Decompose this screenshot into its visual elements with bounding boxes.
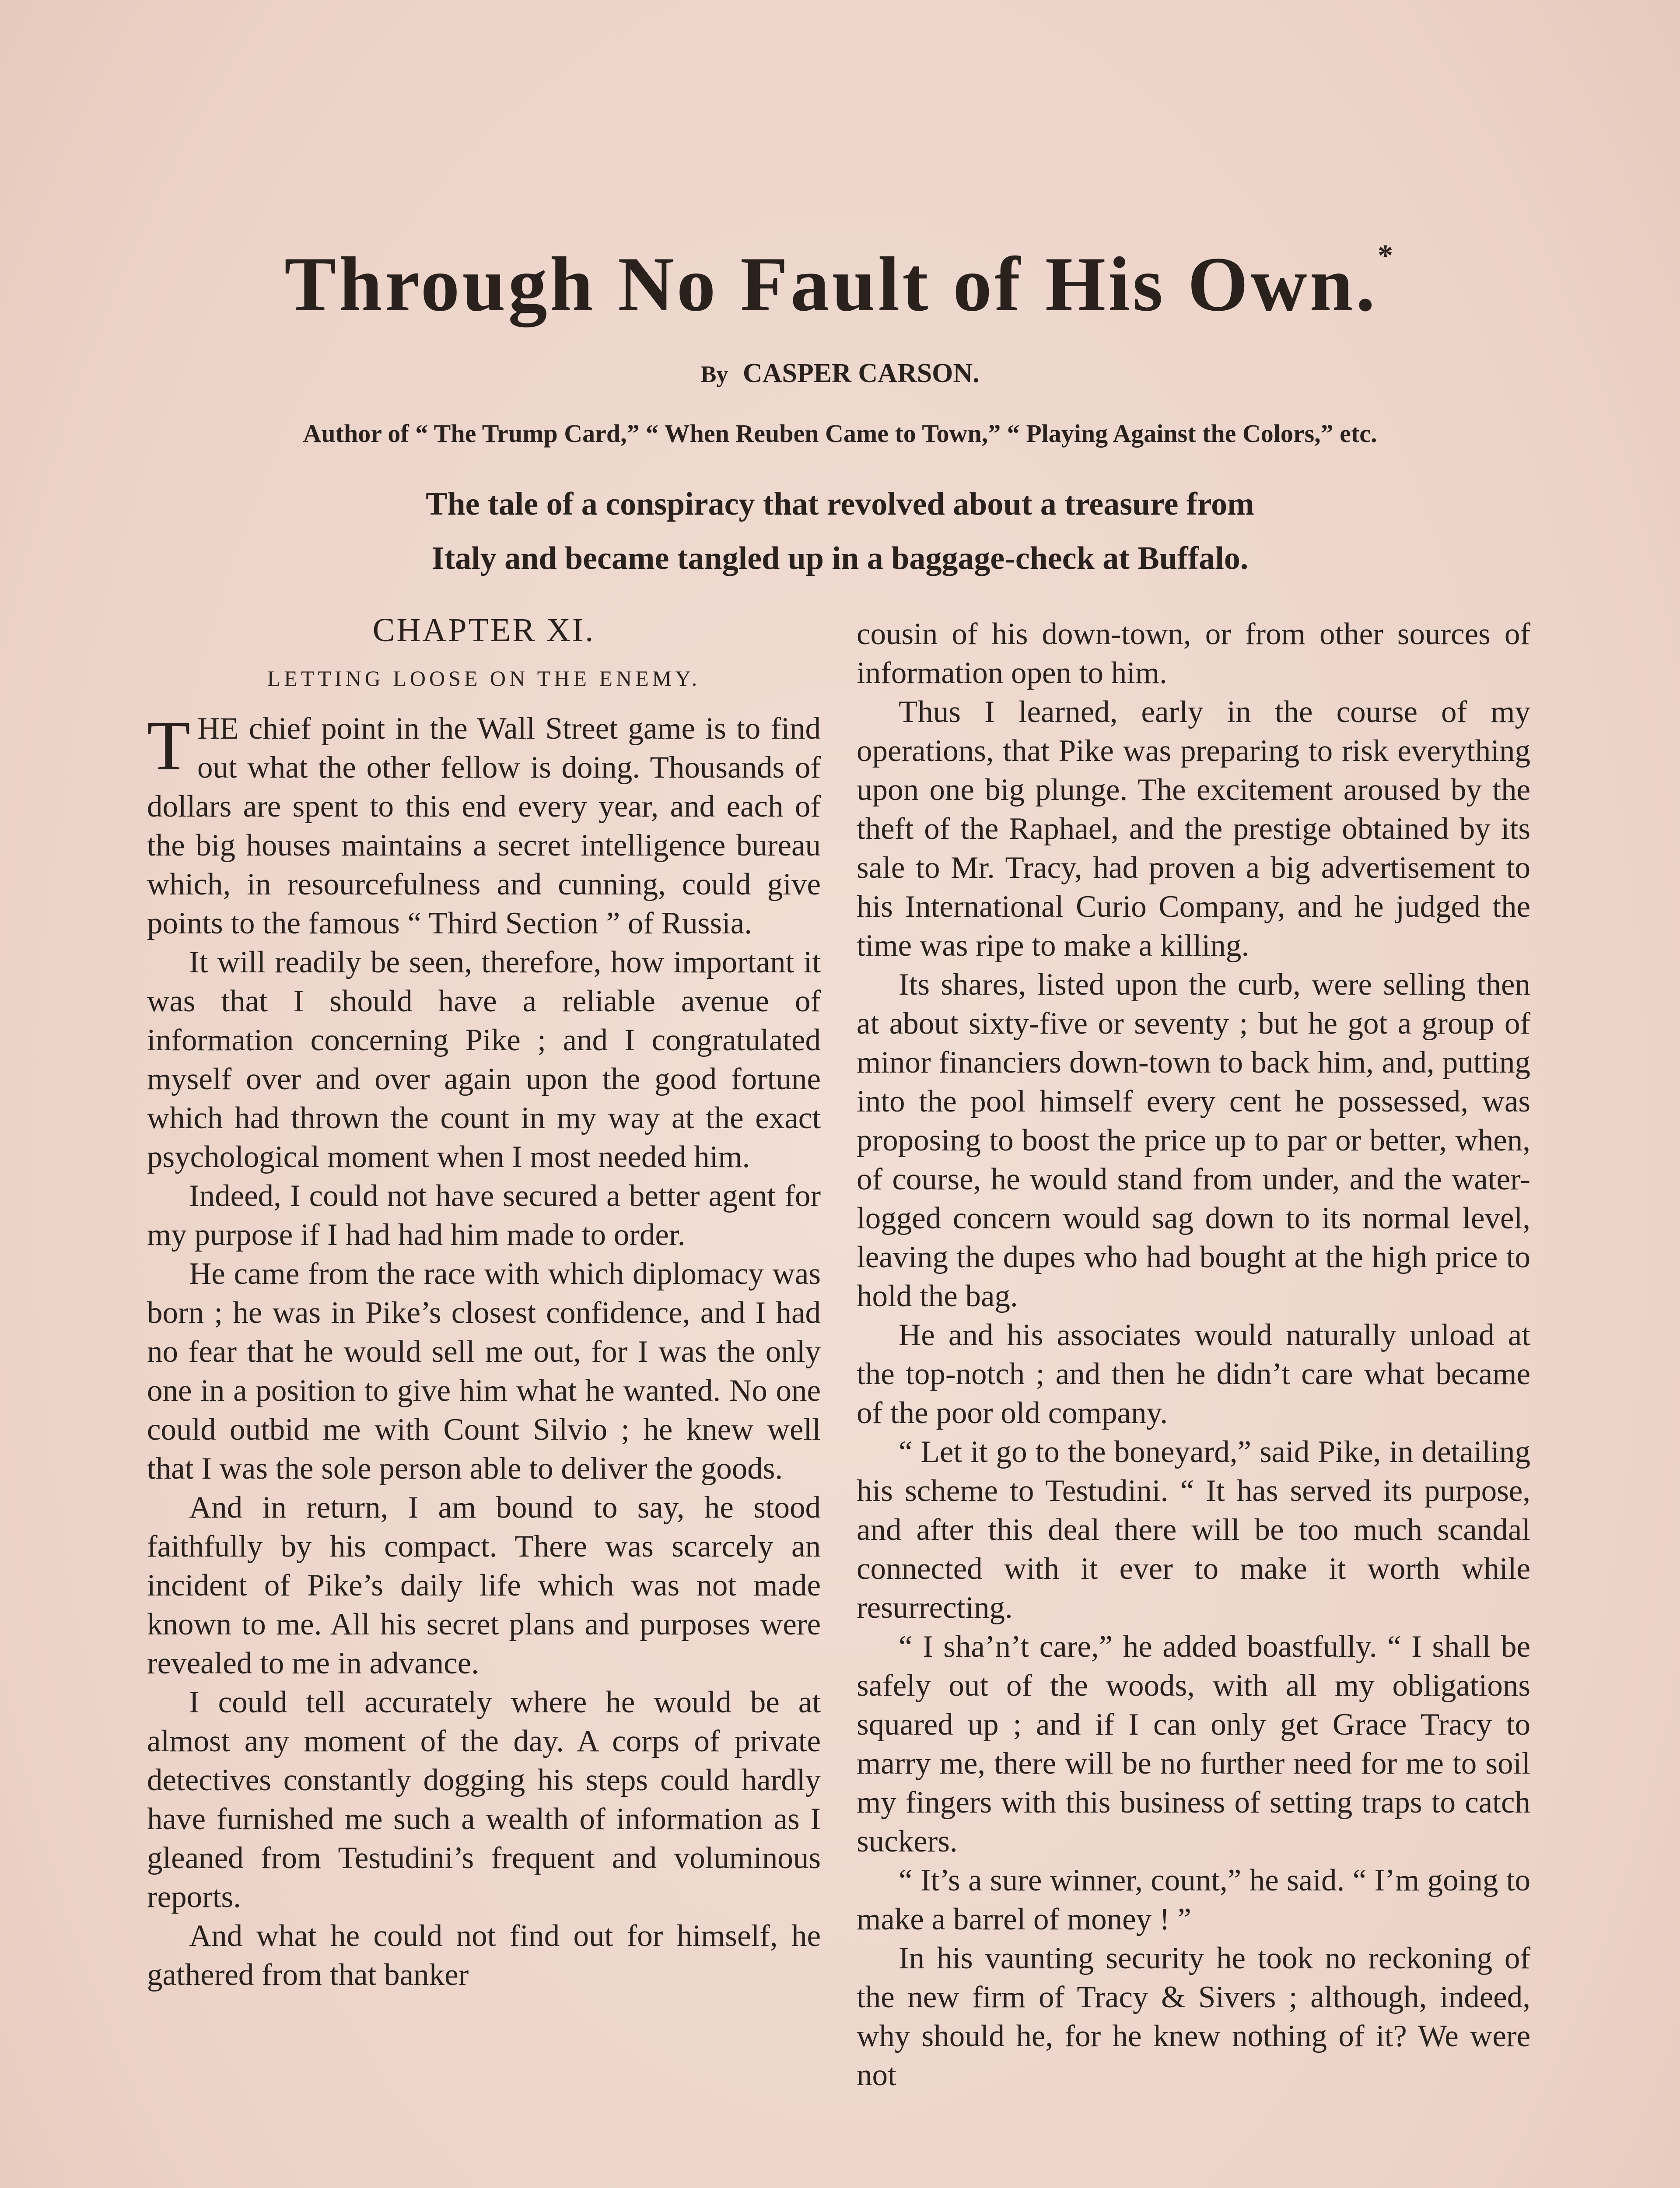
story-title [0, 239, 1680, 327]
paragraph: In his vaunting security he took no reckoning of the new firm of Tracy & Sivers ; although, indeed, why should he, for he knew nothing of it? We were not [857, 1941, 1530, 2092]
paragraph: Indeed, I could not have secured a better agent for my purpose if I had had him made to order. [147, 1179, 821, 1252]
chapter-heading: CHAPTER XI. [372, 612, 595, 649]
byline [0, 360, 1680, 387]
paragraph: He came from the race with which diplomacy was born ; he was in Pike’s closest confidence, and I had no fear that he would sell me out, for I was the only one in a position to give him what he wanted. No one could outbid me with Count Silvio ; he knew well that I was the sole person able to deliver the goods. [147, 1257, 821, 1486]
paragraph: Thus I learned, early in the course of my operations, that Pike was preparing to risk everything upon one big plunge. The excitement aroused by the theft of the Raphael, and the prestige obtained by its sale to Mr. Tracy, had proven a big advertisement to his International Curio Company, and he judged the time was ripe to make a killing. [857, 695, 1530, 963]
opening-paragraph-text: HE chief point in the Wall Street game is to find out what the other fellow is doing. Thousands of dollars are spent to this end every year, and each of the big houses maintains a secret intelligence bureau which, in resourcefulness and cunning, could give points to the famous “ Third Section ” of Russia. [147, 712, 821, 940]
paragraph: “ I sha’n’t care,” he added boastfully. “ I shall be safely out of the woods, with all my obligations squared up ; and if I can only get Grace Tracy to marry me, there will be no further need for me to soil my fingers with this business of setting traps to catch suckers. [857, 1630, 1530, 1858]
paragraph: “ Let it go to the boneyard,” said Pike, in detailing his scheme to Testudini. “ It has served its purpose, and after this deal there will be too much scandal connected with it ever to make it worth while resurrecting. [857, 1435, 1530, 1625]
paragraph: Its shares, listed upon the curb, were selling then at about sixty-five or seventy ; but he got a group of minor financiers down-town to back him, and, putting into the pool himself every cent he possessed, was proposing to boost the price up to par or better, when, of course, he would stand from under, and the water-logged concern would sag down to its normal level, leaving the dupes who had bought at the high price to hold the bag. [857, 968, 1530, 1313]
author-name: CASPER CARSON. [742, 358, 980, 388]
byline-by: By [700, 361, 728, 387]
paragraph: And what he could not find out for himself, he gathered from that banker [147, 1919, 821, 1992]
blurb-line-1: The tale of a conspiracy that revolved about a treasure from [426, 486, 1254, 522]
author-credits: Author of “ The Trump Card,” “ When Reuben Came to Town,” “ Playing Against the Colors,” etc. [303, 419, 1377, 448]
paragraph: He and his associates would naturally unload at the top-notch ; and then he didn’t care what became of the poor old company. [857, 1318, 1530, 1430]
drop-cap: T [147, 707, 190, 785]
story-blurb [306, 477, 1374, 586]
paragraph: “ It’s a sure winner, count,” he said. “ I’m going to make a barrel of money ! ” [857, 1863, 1530, 1936]
continued-paragraph: cousin of his down-town, or from other sources of information open to him. [857, 617, 1530, 690]
paragraph: And in return, I am bound to say, he stood faithfully by his compact. There was scarcely an incident of Pike’s daily life which was not made known to me. All his secret plans and purposes were revealed to me in advance. [147, 1490, 821, 1680]
paragraph: I could tell accurately where he would be at almost any moment of the day. A corps of private detectives constantly dogging his steps could hardly have furnished me such a wealth of information as I gleaned from Testudini’s frequent and voluminous reports. [147, 1685, 821, 1914]
right-column [857, 615, 1530, 2188]
paragraph: It will readily be seen, therefore, how important it was that I should have a reliable avenue of information concerning Pike ; and I congratulated myself over and over again upon the good fortune which had thrown the count in my way at the exact psychological moment when I most needed him. [147, 945, 821, 1174]
left-column [147, 610, 821, 2188]
blurb-line-2: Italy and became tangled up in a baggage-check at Buffalo. [431, 540, 1249, 576]
opening-paragraph [147, 709, 821, 943]
chapter-subtitle: LETTING LOOSE ON THE ENEMY. [267, 666, 701, 691]
story-title-text: Through No Fault of His Own. [284, 241, 1378, 327]
title-footnote-mark: * [1377, 239, 1396, 273]
